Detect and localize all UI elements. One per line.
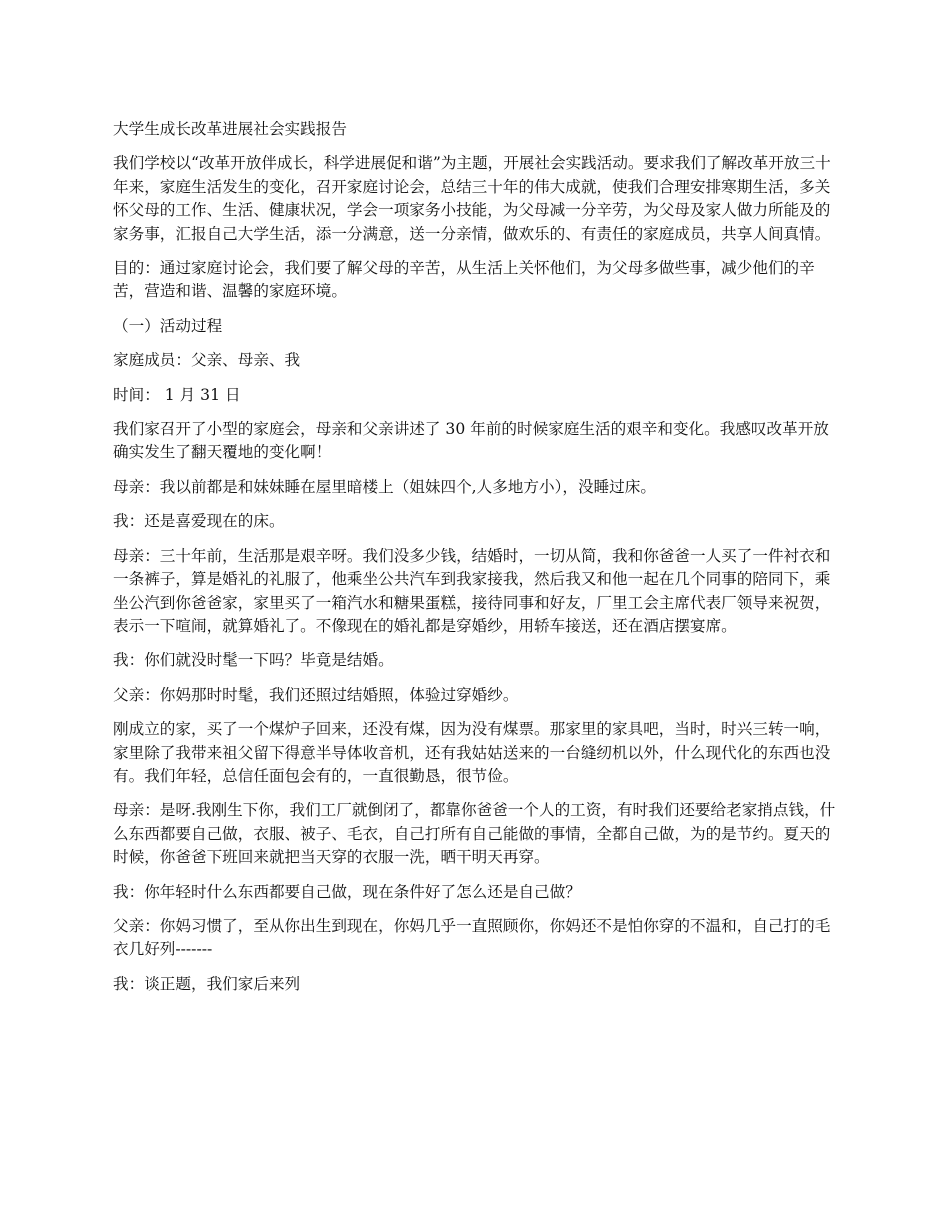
dialogue-me-1: 我：还是喜爱现在的床。 xyxy=(113,512,285,531)
dialogue-me-4: 我：谈正题，我们家后来列 xyxy=(113,974,301,993)
paragraph-members: 家庭成员：父亲、母亲、我 xyxy=(113,351,301,370)
paragraph-intro: 我们学校以“改革开放伴成长，科学进展促和谐”为主题，开展社会实践活动。要求我们了解改革开放三十年来，家庭生活发生的变化，召开家庭讨论会，总结三十年的伟大成就，使我们合理安排寒期生活，多关怀父母的工作、生活、健康状况，学会一项家务小技能，为父母减一分辛劳，为父母及家人做力所能及的家务事，汇报自己大学生活，添一分满意，送一分亲情，做欢乐的、有责任的家庭成员，共享人间真情。 xyxy=(113,154,831,243)
dialogue-me-3: 我：你年轻时什么东西都要自己做，现在条件好了怎么还是自己做？ xyxy=(113,882,581,901)
dialogue-father-1: 父亲：你妈那时时髦，我们还照过结婚照，体验过穿婚纱。 xyxy=(113,685,519,704)
paragraph-new-home: 刚成立的家，买了一个煤炉子回来，还没有煤，因为没有煤票。那家里的家具吧，当时，时兴三转一响，家里除了我带来祖父留下得意半导体收音机，还有我姑姑送来的一台缝纫机以外，什么现代化的东西也没有。我们年轻，总信任面包会有的，一直很勤恳，很节俭。 xyxy=(113,720,831,785)
section-heading-process: （一）活动过程 xyxy=(113,316,223,335)
dialogue-mother-2: 母亲：三十年前，生活那是艰辛呀。我们没多少钱，结婚时，一切从简，我和你爸爸一人买了一件衬衣和一条裤子，算是婚礼的礼服了，他乘坐公共汽车到我家接我，然后我又和他一起在几个同事的陪同下，乘坐公汽到你爸爸家，家里买了一箱汽水和糖果蛋糕，接待同事和好友，厂里工会主席代表厂领导来祝贺，表示一下喧闹，就算婚礼了。不像现在的婚礼都是穿婚纱，用轿车接送，还在酒店摆宴席。 xyxy=(113,546,831,635)
dialogue-mother-1: 母亲：我以前都是和妹妹睡在屋里暗楼上（姐妹四个,人多地方小），没睡过床。 xyxy=(113,477,656,496)
dialogue-father-2: 父亲：你妈习惯了，至从你出生到现在，你妈几乎一直照顾你，你妈还不是怕你穿的不温和，自己打的毛衣几好列------- xyxy=(113,916,831,959)
paragraph-purpose: 目的：通过家庭讨论会，我们要了解父母的辛苦，从生活上关怀他们，为父母多做些事，减少他们的辛苦，营造和谐、温馨的家庭环境。 xyxy=(113,259,815,301)
dialogue-me-2: 我：你们就没时髦一下吗？毕竟是结婚。 xyxy=(113,651,394,670)
paragraph-time: 时间： 1 月 31 日 xyxy=(113,385,241,404)
document-title: 大学生成长改革进展社会实践报告 xyxy=(113,120,347,138)
document-page xyxy=(113,118,840,1007)
paragraph-family-meeting: 我们家召开了小型的家庭会，母亲和父亲讲述了 30 年前的时候家庭生活的艰辛和变化。我感叹改革开放确实发生了翻天覆地的变化啊！ xyxy=(113,420,829,462)
dialogue-mother-3: 母亲：是呀.我刚生下你，我们工厂就倒闭了，都靠你爸爸一个人的工资，有时我们还要给老家捎点钱，什么东西都要自己做，衣服、被子、毛衣，自己打所有自己能做的事情，全都自己做，为的是节约。夏天的时候，你爸爸下班回来就把当天穿的衣服一洗，晒干明天再穿。 xyxy=(113,801,836,867)
